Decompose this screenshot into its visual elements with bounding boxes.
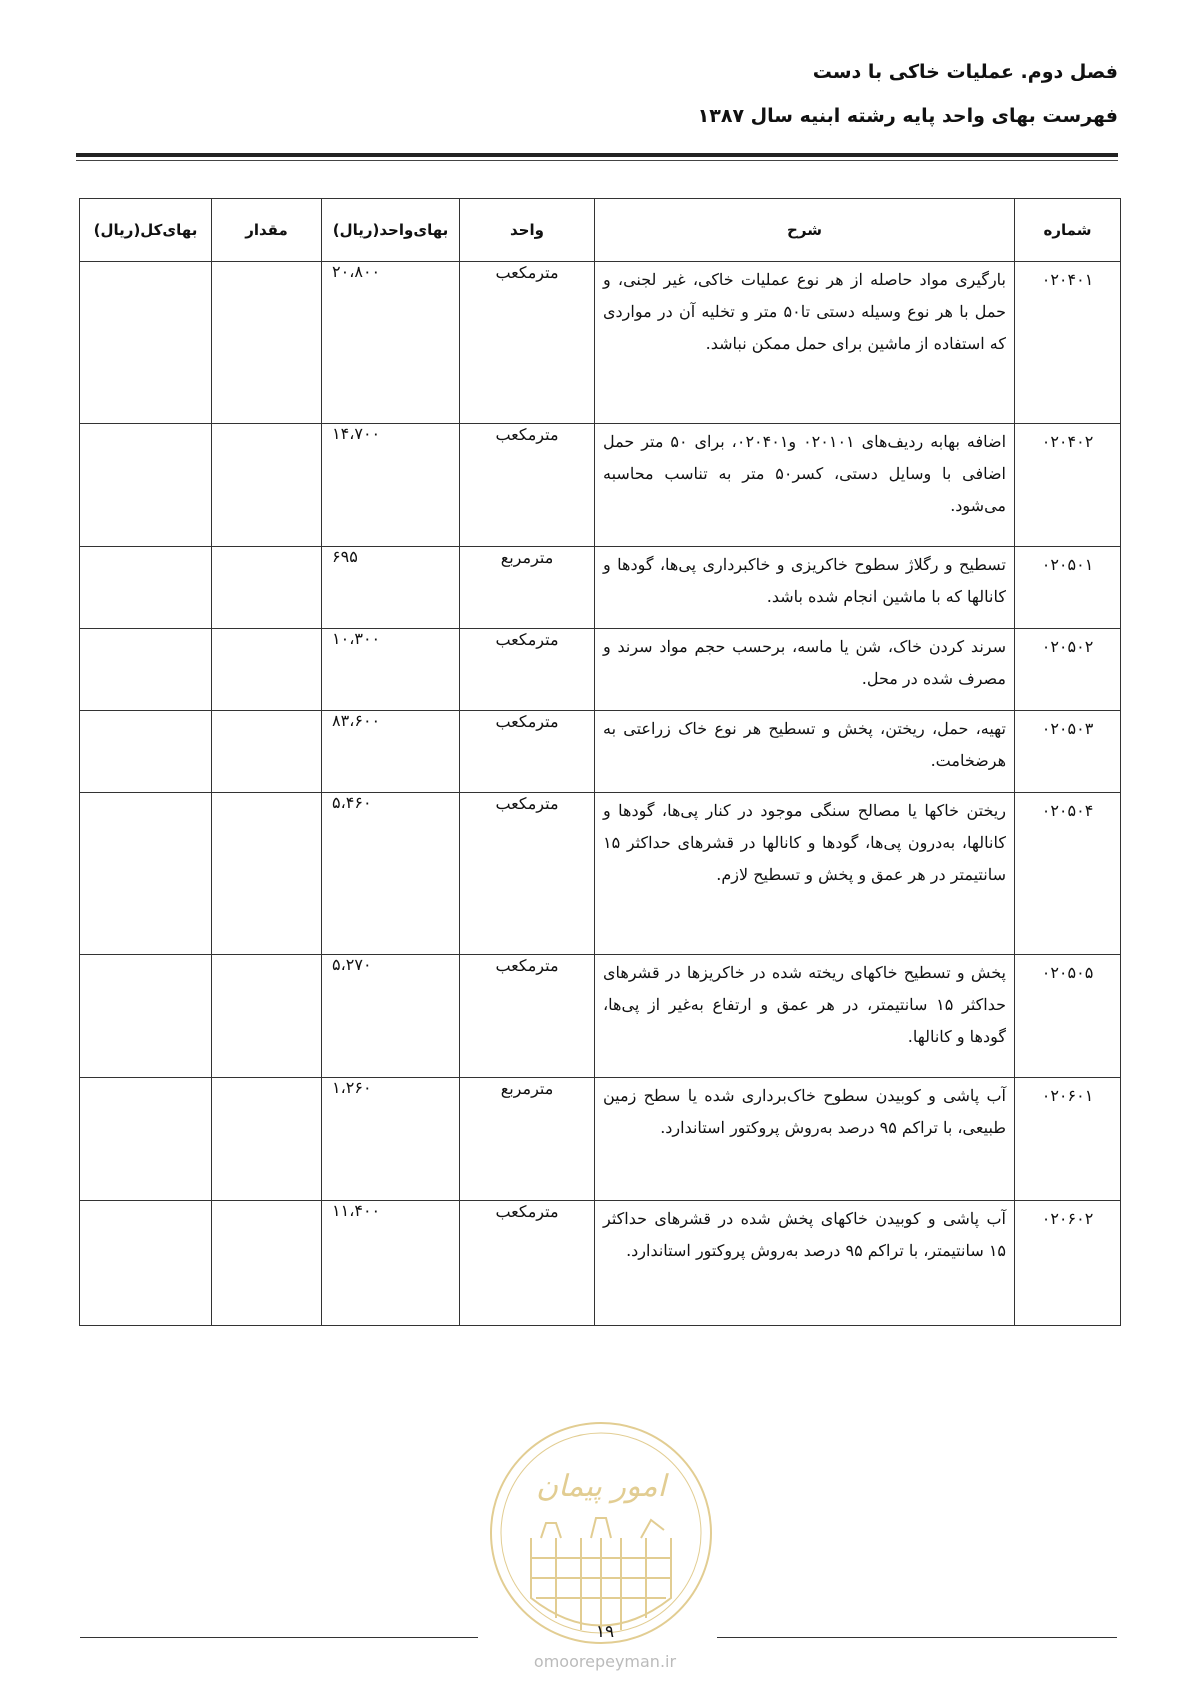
item-number: ۰۲۰۴۰۱ bbox=[1015, 262, 1121, 424]
item-description: سرند کردن خاک، شن یا ماسه، برحسب حجم مواد سرند و مصرف شده در محل. bbox=[595, 629, 1015, 711]
header-rule-thick bbox=[76, 153, 1118, 157]
item-description: اضافه بهابه ردیف‌های ۰۲۰۱۰۱ و۰۲۰۴۰۱، برای ۵۰ متر حمل اضافی با وسایل دستی، کسر۵۰ متر به تناسب محاسبه می‌شود. bbox=[595, 424, 1015, 547]
price-table bbox=[79, 198, 1121, 1326]
item-quantity bbox=[212, 793, 322, 955]
item-number: ۰۲۰۴۰۲ bbox=[1015, 424, 1121, 547]
page-header bbox=[698, 58, 1118, 130]
item-quantity bbox=[212, 424, 322, 547]
item-description: تهیه، حمل، ریختن، پخش و تسطیح هر نوع خاک زراعتی به هرضخامت. bbox=[595, 711, 1015, 793]
item-unit-price: ۱۱،۴۰۰ bbox=[322, 1201, 460, 1326]
item-unit: مترمکعب bbox=[460, 793, 595, 955]
footer-line-right bbox=[717, 1637, 1117, 1638]
column-header-total: بهای‌کل(ریال) bbox=[80, 199, 212, 262]
item-unit-price: ۱،۲۶۰ bbox=[322, 1078, 460, 1201]
item-number: ۰۲۰۵۰۱ bbox=[1015, 547, 1121, 629]
column-header-description: شرح bbox=[595, 199, 1015, 262]
item-unit-price: ۲۰،۸۰۰ bbox=[322, 262, 460, 424]
item-description: پخش و تسطیح خاکهای ریخته شده در خاکریزها در قشرهای حداکثر ۱۵ سانتیمتر، در هر عمق و ارتفاع به‌غیر از پی‌ها، گودها و کانالها. bbox=[595, 955, 1015, 1078]
item-unit: مترمکعب bbox=[460, 1201, 595, 1326]
item-unit: مترمکعب bbox=[460, 629, 595, 711]
table-row bbox=[80, 1201, 1121, 1326]
item-unit-price: ۵،۴۶۰ bbox=[322, 793, 460, 955]
column-header-number: شماره bbox=[1015, 199, 1121, 262]
item-unit: مترمکعب bbox=[460, 711, 595, 793]
item-total bbox=[80, 547, 212, 629]
table-row bbox=[80, 629, 1121, 711]
table-row bbox=[80, 547, 1121, 629]
page-number: ۱۹ bbox=[595, 1622, 615, 1642]
column-header-unit: واحد bbox=[460, 199, 595, 262]
item-unit: مترمکعب bbox=[460, 955, 595, 1078]
item-quantity bbox=[212, 547, 322, 629]
item-quantity bbox=[212, 1201, 322, 1326]
item-description: آب پاشی و کوبیدن سطوح خاک‌برداری شده یا سطح زمین طبیعی، با تراکم ۹۵ درصد به‌روش پروکتور استاندارد. bbox=[595, 1078, 1015, 1201]
table-header-row bbox=[80, 199, 1121, 262]
item-description: ریختن خاکها یا مصالح سنگی موجود در کنار پی‌ها، گودها و کانالها، به‌درون پی‌ها، گودها و کانالها در قشرهای حداکثر ۱۵ سانتیمتر در هر عمق و پخش و تسطیح لازم. bbox=[595, 793, 1015, 955]
item-description: بارگیری مواد حاصله از هر نوع عملیات خاکی، غیر لجنی، و حمل با هر نوع وسیله دستی تا۵۰ متر و تخلیه آن در مواردی که استفاده از ماشین برای حمل ممکن نباشد. bbox=[595, 262, 1015, 424]
item-unit: مترمربع bbox=[460, 547, 595, 629]
item-total bbox=[80, 262, 212, 424]
item-total bbox=[80, 1201, 212, 1326]
table-row bbox=[80, 262, 1121, 424]
item-unit-price: ۱۰،۳۰۰ bbox=[322, 629, 460, 711]
item-unit: مترمربع bbox=[460, 1078, 595, 1201]
header-rule-thin bbox=[76, 160, 1118, 161]
item-quantity bbox=[212, 262, 322, 424]
item-number: ۰۲۰۵۰۴ bbox=[1015, 793, 1121, 955]
item-total bbox=[80, 629, 212, 711]
item-number: ۰۲۰۶۰۲ bbox=[1015, 1201, 1121, 1326]
item-total bbox=[80, 424, 212, 547]
item-number: ۰۲۰۵۰۲ bbox=[1015, 629, 1121, 711]
item-quantity bbox=[212, 1078, 322, 1201]
table-row bbox=[80, 1078, 1121, 1201]
item-total bbox=[80, 711, 212, 793]
item-quantity bbox=[212, 955, 322, 1078]
table-row bbox=[80, 424, 1121, 547]
item-total bbox=[80, 793, 212, 955]
footer-line-left bbox=[80, 1637, 478, 1638]
website-watermark: omoorepeyman.ir bbox=[533, 1652, 677, 1671]
table-row bbox=[80, 793, 1121, 955]
document-title: فهرست بهای واحد پایه رشته ابنیه سال ۱۳۸۷ bbox=[697, 105, 1118, 127]
watermark-stamp bbox=[486, 1418, 716, 1648]
column-header-unit-price: بهای‌واحد(ریال) bbox=[322, 199, 460, 262]
item-number: ۰۲۰۵۰۳ bbox=[1015, 711, 1121, 793]
stamp-crane-icon bbox=[641, 1520, 664, 1538]
stamp-text: امور پیمان bbox=[536, 1469, 666, 1504]
item-unit: مترمکعب bbox=[460, 424, 595, 547]
stamp-scale-icon bbox=[541, 1523, 561, 1538]
item-unit: مترمکعب bbox=[460, 262, 595, 424]
stamp-building-icon bbox=[591, 1518, 611, 1538]
item-unit-price: ۱۴،۷۰۰ bbox=[322, 424, 460, 547]
item-unit-price: ۶۹۵ bbox=[322, 547, 460, 629]
item-description: آب پاشی و کوبیدن خاکهای پخش شده در قشرهای حداکثر ۱۵ سانتیمتر، با تراکم ۹۵ درصد به‌روش پروکتور استاندارد. bbox=[595, 1201, 1015, 1326]
item-quantity bbox=[212, 629, 322, 711]
item-description: تسطیح و رگلاژ سطوح خاکریزی و خاکبرداری پی‌ها، گودها و کانالها که با ماشین انجام شده باشد. bbox=[595, 547, 1015, 629]
item-total bbox=[80, 1078, 212, 1201]
item-quantity bbox=[212, 711, 322, 793]
item-number: ۰۲۰۵۰۵ bbox=[1015, 955, 1121, 1078]
table-row bbox=[80, 955, 1121, 1078]
chapter-title: فصل دوم. عملیات خاکی با دست bbox=[812, 61, 1118, 83]
column-header-quantity: مقدار bbox=[212, 199, 322, 262]
item-unit-price: ۸۳،۶۰۰ bbox=[322, 711, 460, 793]
item-unit-price: ۵،۲۷۰ bbox=[322, 955, 460, 1078]
table-row bbox=[80, 711, 1121, 793]
item-number: ۰۲۰۶۰۱ bbox=[1015, 1078, 1121, 1201]
item-total bbox=[80, 955, 212, 1078]
